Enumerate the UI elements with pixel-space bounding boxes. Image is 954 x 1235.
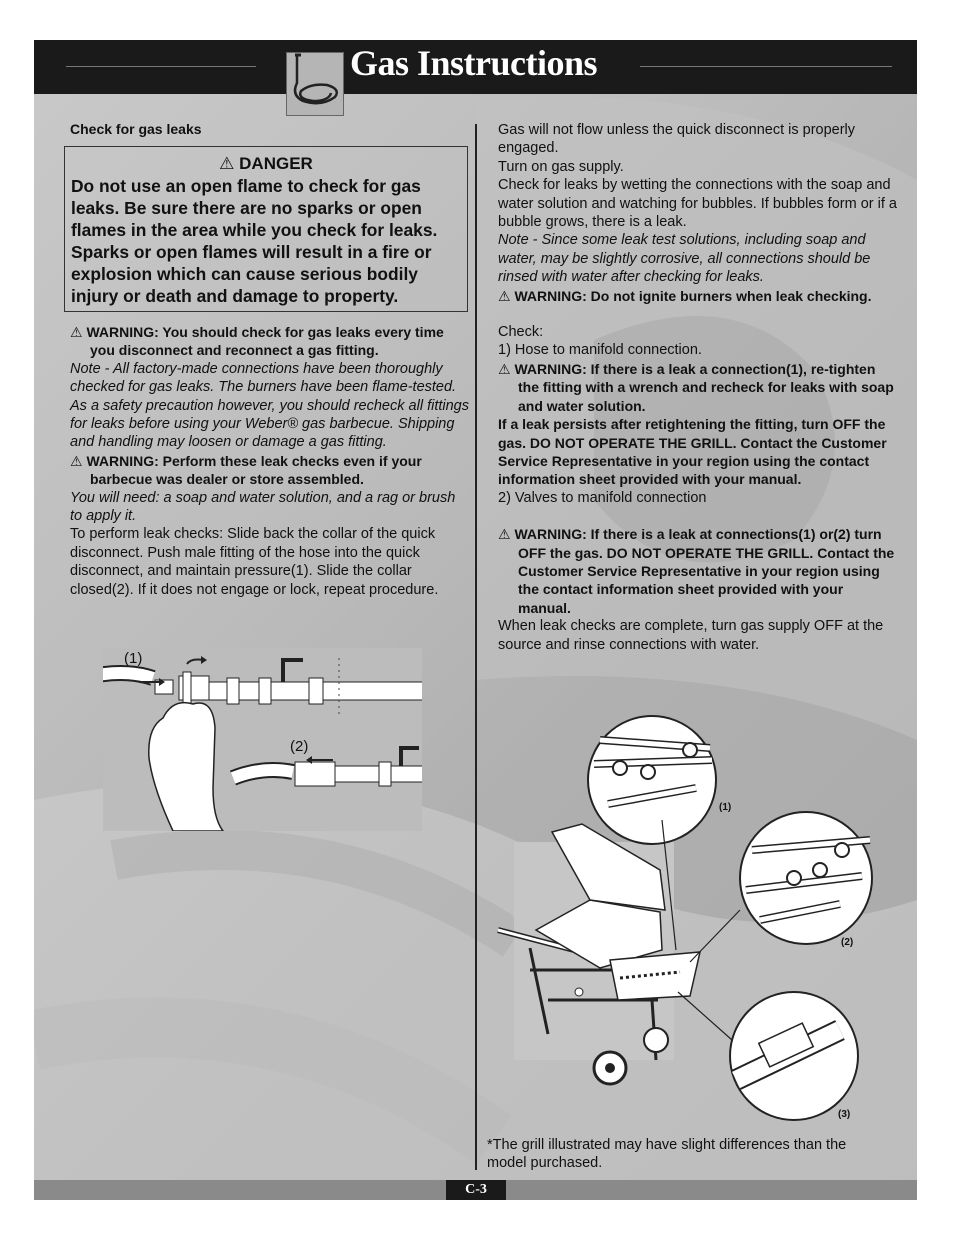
check-item-1: 1) Hose to manifold connection. <box>498 342 702 359</box>
danger-box <box>64 146 468 312</box>
note-factory: Note - All factory-made connections have been thoroughly checked for gas leaks. The burners have been flame-tested. As a safety precaution however, you should recheck all fittings for leaks before using your Weber® gas barbecue. Shipping and handling may loosen or damage a gas fitting. <box>70 360 469 451</box>
turn-on-gas: Turn on gas supply. <box>498 158 624 175</box>
you-will-need: You will need: a soap and water solution, and a rag or brush to apply it. <box>70 489 456 525</box>
grill-connections-diagram <box>490 700 910 1130</box>
page-number: C-3 <box>446 1180 506 1200</box>
column-divider <box>475 124 477 1170</box>
check-item-2: 2) Valves to manifold connection <box>498 489 707 506</box>
perform-leak-checks: To perform leak checks: Slide back the collar of the quick disconnect. Push male fitting of the hose into the quick disconnect, and maintain pressure(1). Slide the collar closed(2). If it does not engage or lock, repeat procedure. <box>70 526 439 598</box>
figure-label-2: (2) <box>290 738 309 755</box>
check-for-leaks: Check for leaks by wetting the connections with the soap and water solution and watching for bubbles. If bubbles form or if a bubble grows, there is a leak. <box>498 177 897 231</box>
check-label: Check: <box>498 324 544 341</box>
left-column-text <box>70 323 470 599</box>
quick-disconnect-note: Gas will not flow unless the quick disconnect is properly engaged. <box>498 122 856 157</box>
danger-body: Do not use an open flame to check for gas leaks. Be sure there are no sparks or open flames in the area while you check for leaks. Sparks or open flames will result in a fire or explosion which can cause serious bodily injury or death and damage to property. <box>71 176 438 306</box>
warning-connections: ⚠ WARNING: If there is a leak at connections(1) or(2) turn OFF the gas. DO NOT OPERATE THE GRILL. Contact the Customer Service Representative in your region using the contact information sheet provided with your manual. <box>498 526 895 616</box>
footnote: *The grill illustrated may have slight differences than the model purchased. <box>487 1137 847 1172</box>
detail-label-3: (3) <box>838 1109 851 1120</box>
header-bar <box>34 40 917 94</box>
leak-persists: If a leak persists after retightening the fitting, turn OFF the gas. DO NOT OPERATE THE GRILL. Contact the Customer Service Representative in your region using the contact information sheet provided with your manual. <box>498 416 887 488</box>
figure-label-1: (1) <box>124 650 143 667</box>
quick-disconnect-figure <box>103 648 422 831</box>
hose-icon <box>286 52 344 116</box>
note-corrosive: Note - Since some leak test solutions, including soap and water, may be slightly corrosive, all connections should be rinsed with water after checking for leaks. <box>498 232 871 286</box>
warning-ignite: ⚠ WARNING: Do not ignite burners when leak checking. <box>498 287 872 304</box>
section-heading: Check for gas leaks <box>70 121 202 137</box>
detail-label-1: (1) <box>719 802 732 813</box>
warning-dealer: ⚠ WARNING: Perform these leak checks even if your barbecue was dealer or store assembled. <box>70 452 422 488</box>
detail-label-2: (2) <box>841 937 854 948</box>
leak-checks-complete: When leak checks are complete, turn gas supply OFF at the source and rinse connections with water. <box>498 618 884 653</box>
danger-title: ⚠ DANGER <box>219 154 313 173</box>
page-title: Gas Instructions <box>350 43 598 83</box>
right-column-text <box>498 121 898 654</box>
warning-reconnect: ⚠ WARNING: You should check for gas leaks every time you disconnect and reconnect a gas fitting. <box>70 324 444 359</box>
warning-retighten: ⚠ WARNING: If there is a leak a connection(1), re-tighten the fitting with a wrench and recheck for leaks with soap and water solution. <box>498 360 894 414</box>
